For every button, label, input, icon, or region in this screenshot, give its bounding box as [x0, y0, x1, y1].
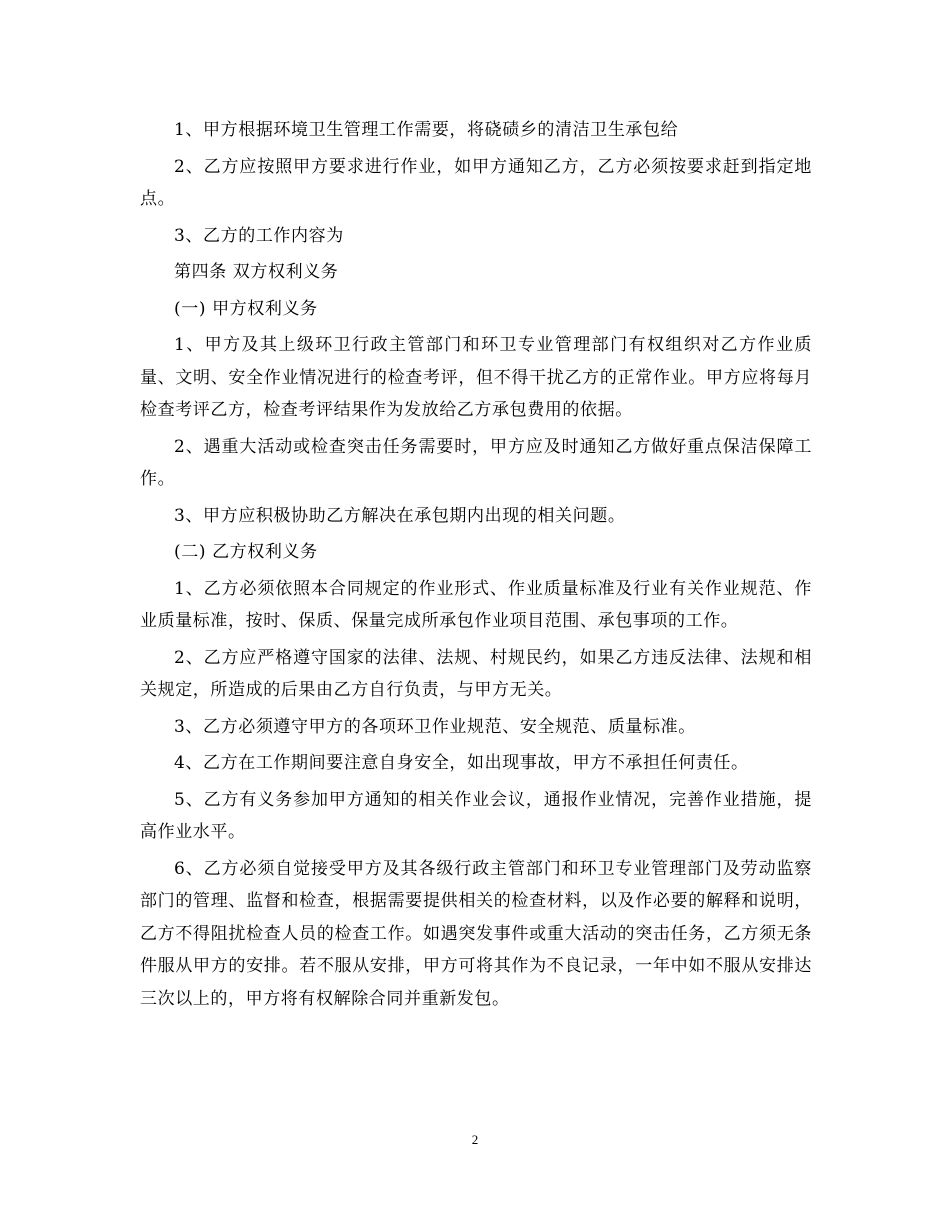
document-body — [140, 114, 812, 1019]
paragraph-clause-3: 3、乙方的工作内容为 — [174, 225, 344, 246]
paragraph-party-a-1: 1、甲方及其上级环卫行政主管部门和环卫专业管理部门有权组织对乙方作业质量、文明、安全作业情况进行的检查考评，但不得干扰乙方的正常作业。甲方应将每月检查考评乙方，检查考评结果作为发放给乙方承包费用的依据。 — [140, 335, 812, 420]
section-heading-article-4: 第四条 双方权利义务 — [174, 262, 339, 282]
page-number: 2 — [471, 1132, 479, 1147]
paragraph-clause-2: 2、乙方应按照甲方要求进行作业，如甲方通知乙方，乙方必须按要求赶到指定地点。 — [140, 156, 812, 209]
paragraph-party-b-3: 3、乙方必须遵守甲方的各项环卫作业规范、安全规范、质量标准。 — [174, 716, 696, 737]
paragraph-party-b-6: 6、乙方必须自觉接受甲方及其各级行政主管部门和环卫专业管理部门及劳动监察部门的管理、监督和检查，根据需要提供相关的检查材料，以及作必要的解释和说明，乙方不得阻扰检查人员的检查工作。如遇突发事件或重大活动的突击任务，乙方须无条件服从甲方的安排。若不服从安排，甲方可将其作为不良记录，一年中如不服从安排达三次以上的，甲方将有权解除合同并重新发包。 — [140, 858, 812, 1009]
paragraph-party-a-3: 3、甲方应积极协助乙方解决在承包期内出现的相关问题。 — [174, 505, 626, 526]
paragraph-clause-1: 1、甲方根据环境卫生管理工作需要，将硗碛乡的清洁卫生承包给 — [174, 120, 679, 140]
subsection-heading-party-a: (一) 甲方权利义务 — [174, 298, 318, 319]
paragraph-party-b-5: 5、乙方有义务参加甲方通知的相关作业会议，通报作业情况，完善作业措施，提高作业水平。 — [140, 789, 812, 842]
paragraph-party-b-2: 2、乙方应严格遵守国家的法律、法规、村规民约，如果乙方违反法律、法规和相关规定，所造成的后果由乙方自行负责，与甲方无关。 — [140, 647, 812, 700]
paragraph-party-b-4: 4、乙方在工作期间要注意自身安全，如出现事故，甲方不承担任何责任。 — [174, 753, 749, 773]
subsection-heading-party-b: (二) 乙方权利义务 — [174, 542, 318, 562]
paragraph-party-a-2: 2、遇重大活动或检查突击任务需要时，甲方应及时通知乙方做好重点保洁保障工作。 — [140, 436, 812, 489]
paragraph-party-b-1: 1、乙方必须依照本合同规定的作业形式、作业质量标准及行业有关作业规范、作业质量标准，按时、保质、保量完成所承包作业项目范围、承包事项的工作。 — [140, 578, 812, 631]
